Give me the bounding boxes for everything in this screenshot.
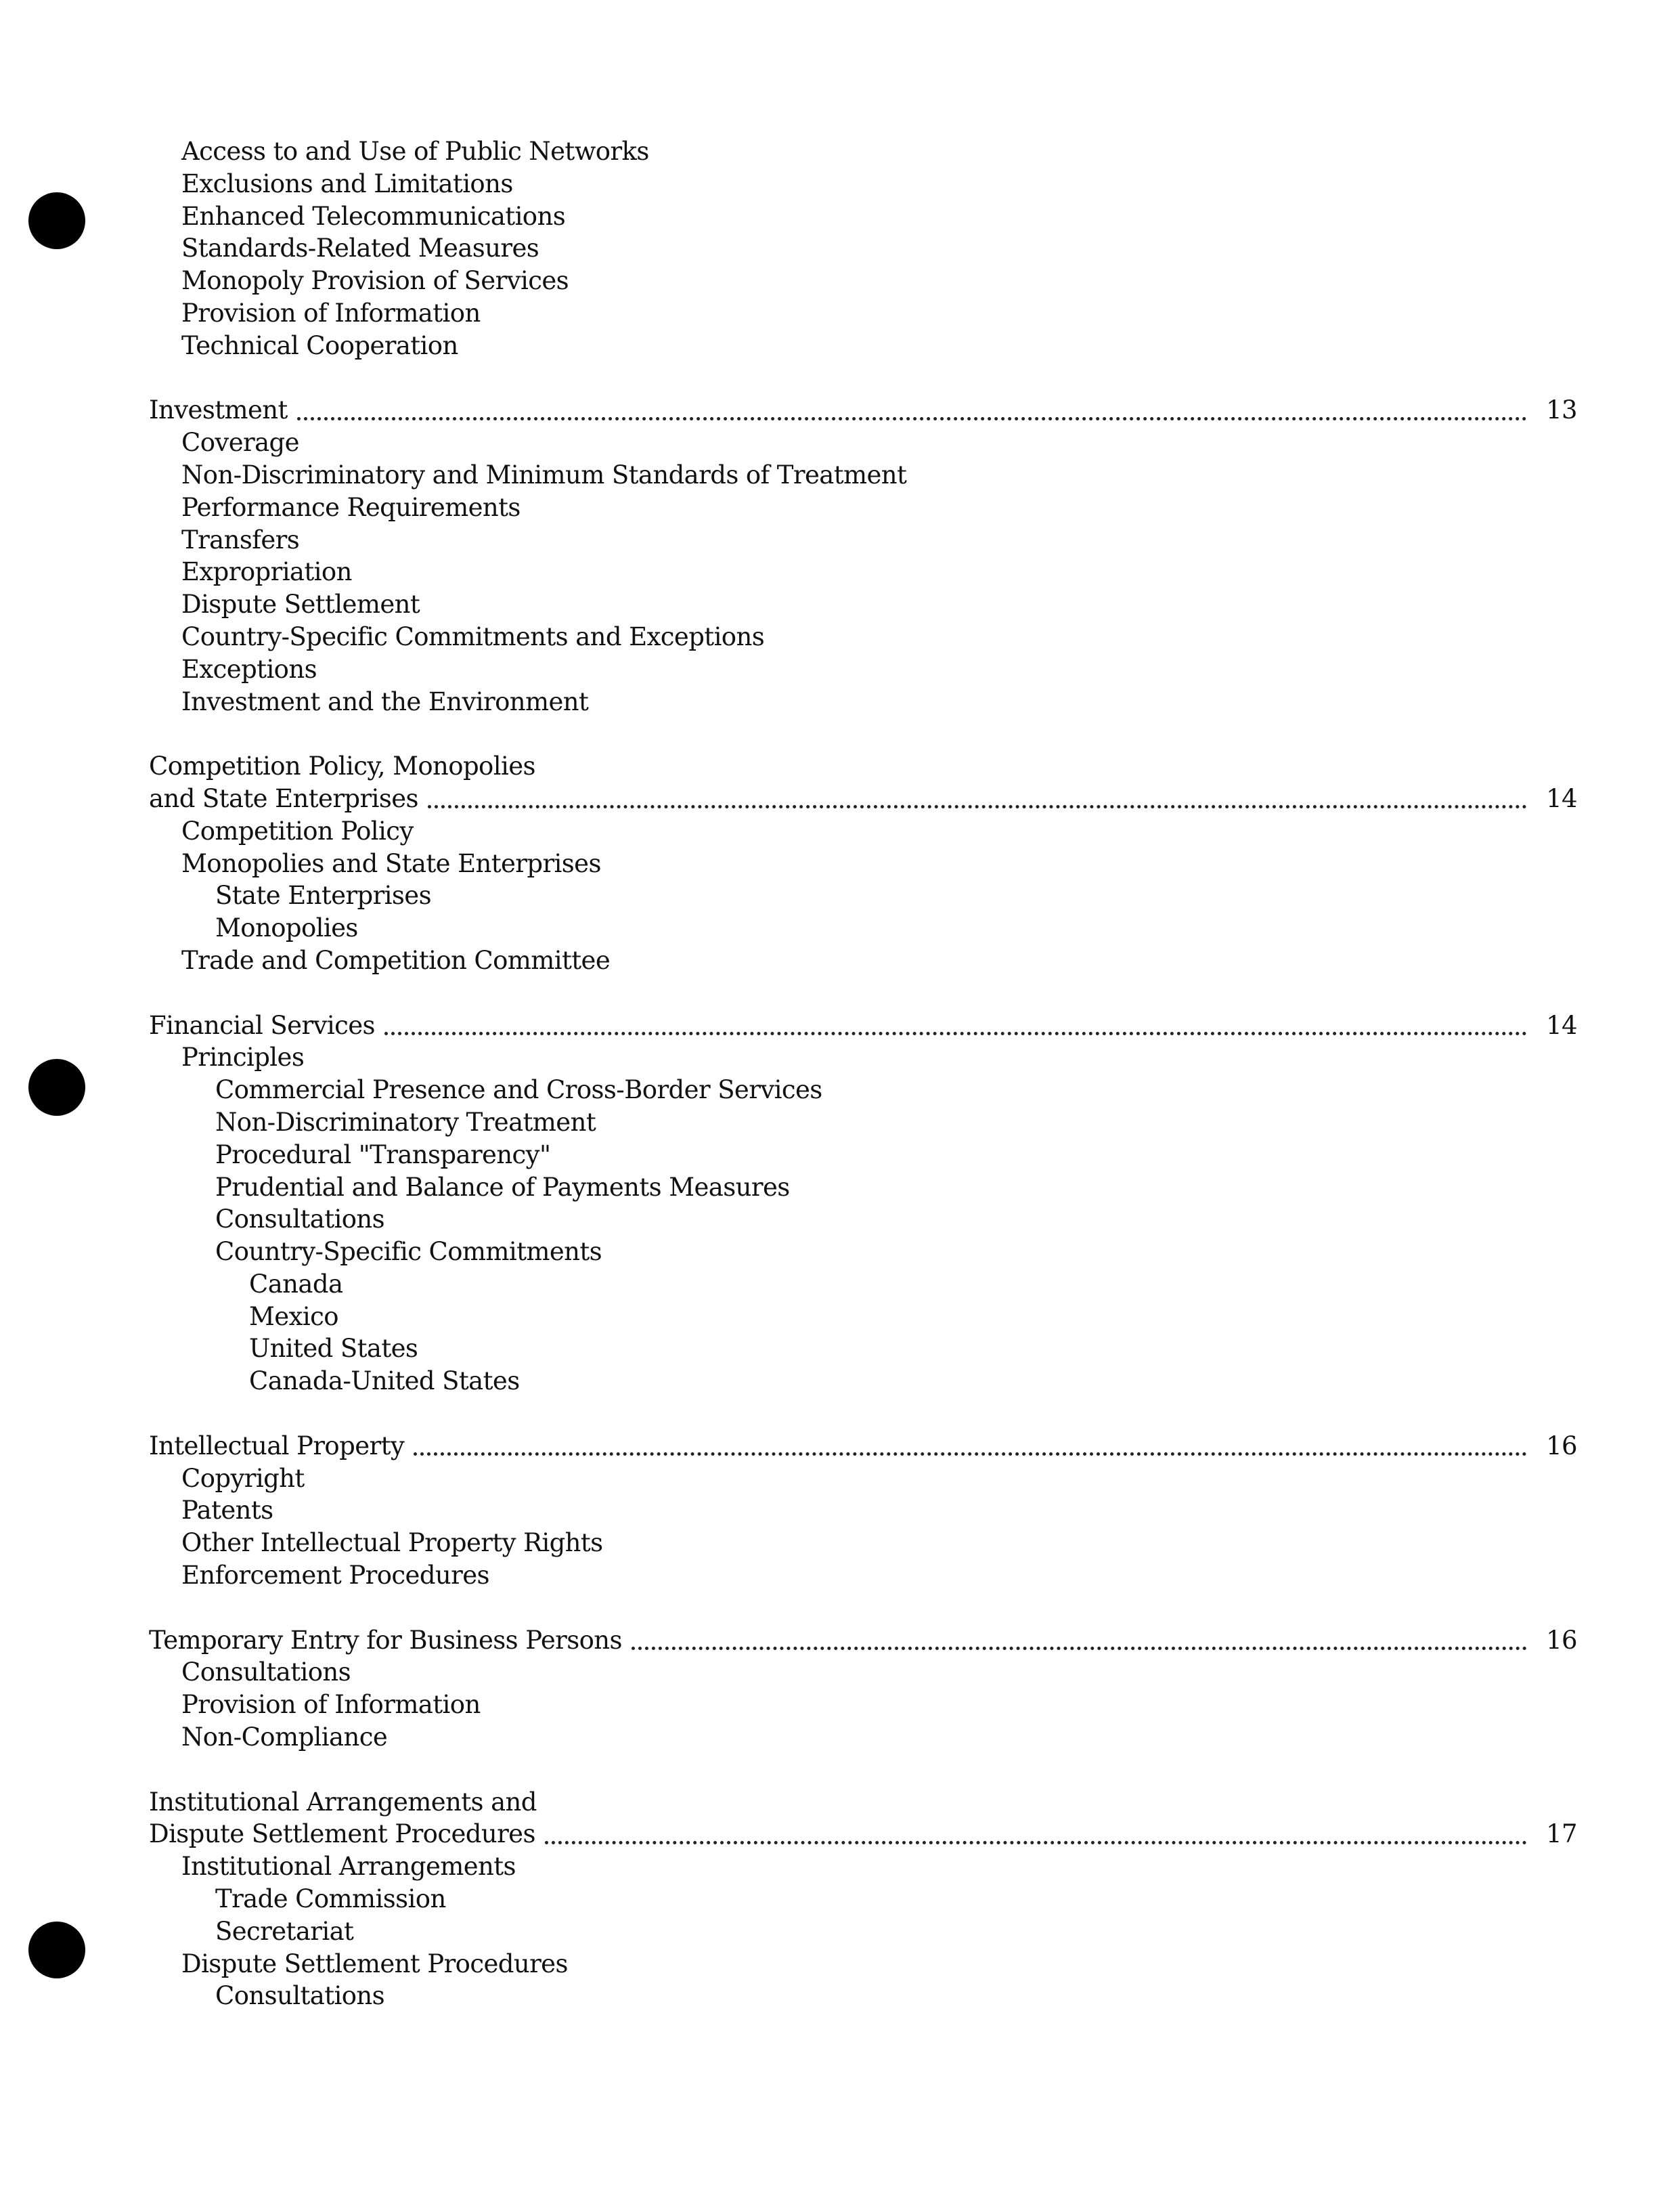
toc-subentry: Dispute Settlement (181, 590, 420, 620)
toc-subentry: Provision of Information (181, 1690, 481, 1720)
toc-entry-title: Competition Policy, Monopolies (149, 752, 535, 781)
section-gap (149, 362, 1577, 395)
section-gap (149, 977, 1577, 1010)
toc-subentry: State Enterprises (215, 881, 431, 911)
toc-subentry: Standards-Related Measures (181, 234, 539, 263)
toc-subentry: Expropriation (181, 557, 352, 587)
toc-entry-row (149, 1430, 1577, 1462)
toc-subentry: Principles (181, 1043, 305, 1072)
toc-entry-title: and State Enterprises (149, 783, 418, 813)
section-gap (149, 1397, 1577, 1430)
toc-subentry: Secretariat (215, 1916, 354, 1946)
toc-subentry: Monopolies (215, 913, 358, 943)
toc-entry-row (149, 1010, 1577, 1042)
toc-subentry: Trade Commission (215, 1884, 446, 1914)
dot-leader (297, 417, 1527, 420)
toc-subentry: Exceptions (181, 654, 317, 684)
toc-subentry: Institutional Arrangements (181, 1852, 516, 1882)
toc-subentry: Canada-United States (249, 1366, 520, 1396)
table-of-contents (149, 135, 1577, 2012)
toc-subentry: Monopoly Provision of Services (181, 266, 569, 296)
toc-subentry: Exclusions and Limitations (181, 169, 513, 198)
toc-page-number: 13 (1546, 395, 1577, 425)
toc-page-number: 14 (1546, 1010, 1577, 1040)
toc-page-number: 16 (1546, 1431, 1577, 1460)
toc-page-number: 17 (1546, 1819, 1577, 1849)
toc-subentry: Commercial Presence and Cross-Border Services (215, 1075, 822, 1105)
toc-page-number: 14 (1546, 783, 1577, 813)
dot-leader (545, 1841, 1527, 1844)
binder-hole-bottom (28, 1922, 85, 1978)
toc-subentry: Canada (249, 1269, 343, 1299)
toc-subentry: Consultations (215, 1205, 384, 1234)
toc-subentry: Technical Cooperation (181, 330, 458, 360)
toc-subentry: Performance Requirements (181, 492, 521, 522)
toc-subentry: Monopolies and State Enterprises (181, 848, 601, 878)
toc-subentry: Investment and the Environment (181, 687, 589, 716)
dot-leader (414, 1452, 1527, 1456)
toc-subentry: Country-Specific Commitments and Exceptions (181, 622, 765, 651)
toc-subentry: Non-Compliance (181, 1722, 388, 1752)
section-gap (149, 1754, 1577, 1786)
toc-subentry: Access to and Use of Public Networks (181, 137, 649, 166)
toc-subentry: Country-Specific Commitments (215, 1237, 602, 1267)
toc-entry-title: Financial Services (149, 1010, 375, 1040)
toc-entry-title: Investment (149, 395, 288, 425)
toc-subentry: Mexico (249, 1301, 338, 1331)
dot-leader (428, 805, 1527, 808)
toc-entry-title: Intellectual Property (149, 1431, 405, 1460)
toc-subentry: United States (249, 1334, 418, 1364)
toc-subentry: Consultations (215, 1981, 384, 2011)
toc-subentry: Dispute Settlement Procedures (181, 1949, 568, 1978)
toc-entry-title: Temporary Entry for Business Persons (149, 1625, 622, 1655)
toc-subentry: Coverage (181, 428, 299, 458)
toc-page-number: 16 (1546, 1625, 1577, 1655)
toc-subentry: Transfers (181, 525, 300, 555)
toc-subentry: Prudential and Balance of Payments Measures (215, 1172, 790, 1202)
toc-entry-row (149, 394, 1577, 427)
toc-subentry: Provision of Information (181, 298, 481, 328)
dot-leader (384, 1032, 1527, 1035)
dot-leader (632, 1647, 1527, 1650)
section-gap (149, 718, 1577, 750)
toc-entry-title: Institutional Arrangements and (149, 1787, 537, 1817)
toc-subentry: Competition Policy (181, 816, 414, 846)
toc-subentry: Procedural "Transparency" (215, 1140, 551, 1169)
toc-entry-title: Dispute Settlement Procedures (149, 1819, 535, 1849)
toc-subentry: Non-Discriminatory and Minimum Standards of Treatment (181, 460, 907, 490)
toc-subentry: Other Intellectual Property Rights (181, 1528, 603, 1558)
section-gap (149, 1592, 1577, 1624)
toc-subentry: Copyright (181, 1463, 305, 1493)
toc-entry-row (149, 1624, 1577, 1657)
toc-subentry: Trade and Competition Committee (181, 945, 611, 975)
toc-subentry: Enforcement Procedures (181, 1561, 489, 1590)
toc-subentry: Patents (181, 1496, 273, 1525)
binder-hole-top (28, 192, 85, 249)
toc-entry-row (149, 783, 1577, 815)
toc-subentry: Non-Discriminatory Treatment (215, 1107, 596, 1137)
toc-entry-row (149, 1818, 1577, 1850)
toc-subentry: Consultations (181, 1657, 351, 1687)
binder-hole-middle (28, 1059, 85, 1116)
toc-subentry: Enhanced Telecommunications (181, 201, 566, 231)
